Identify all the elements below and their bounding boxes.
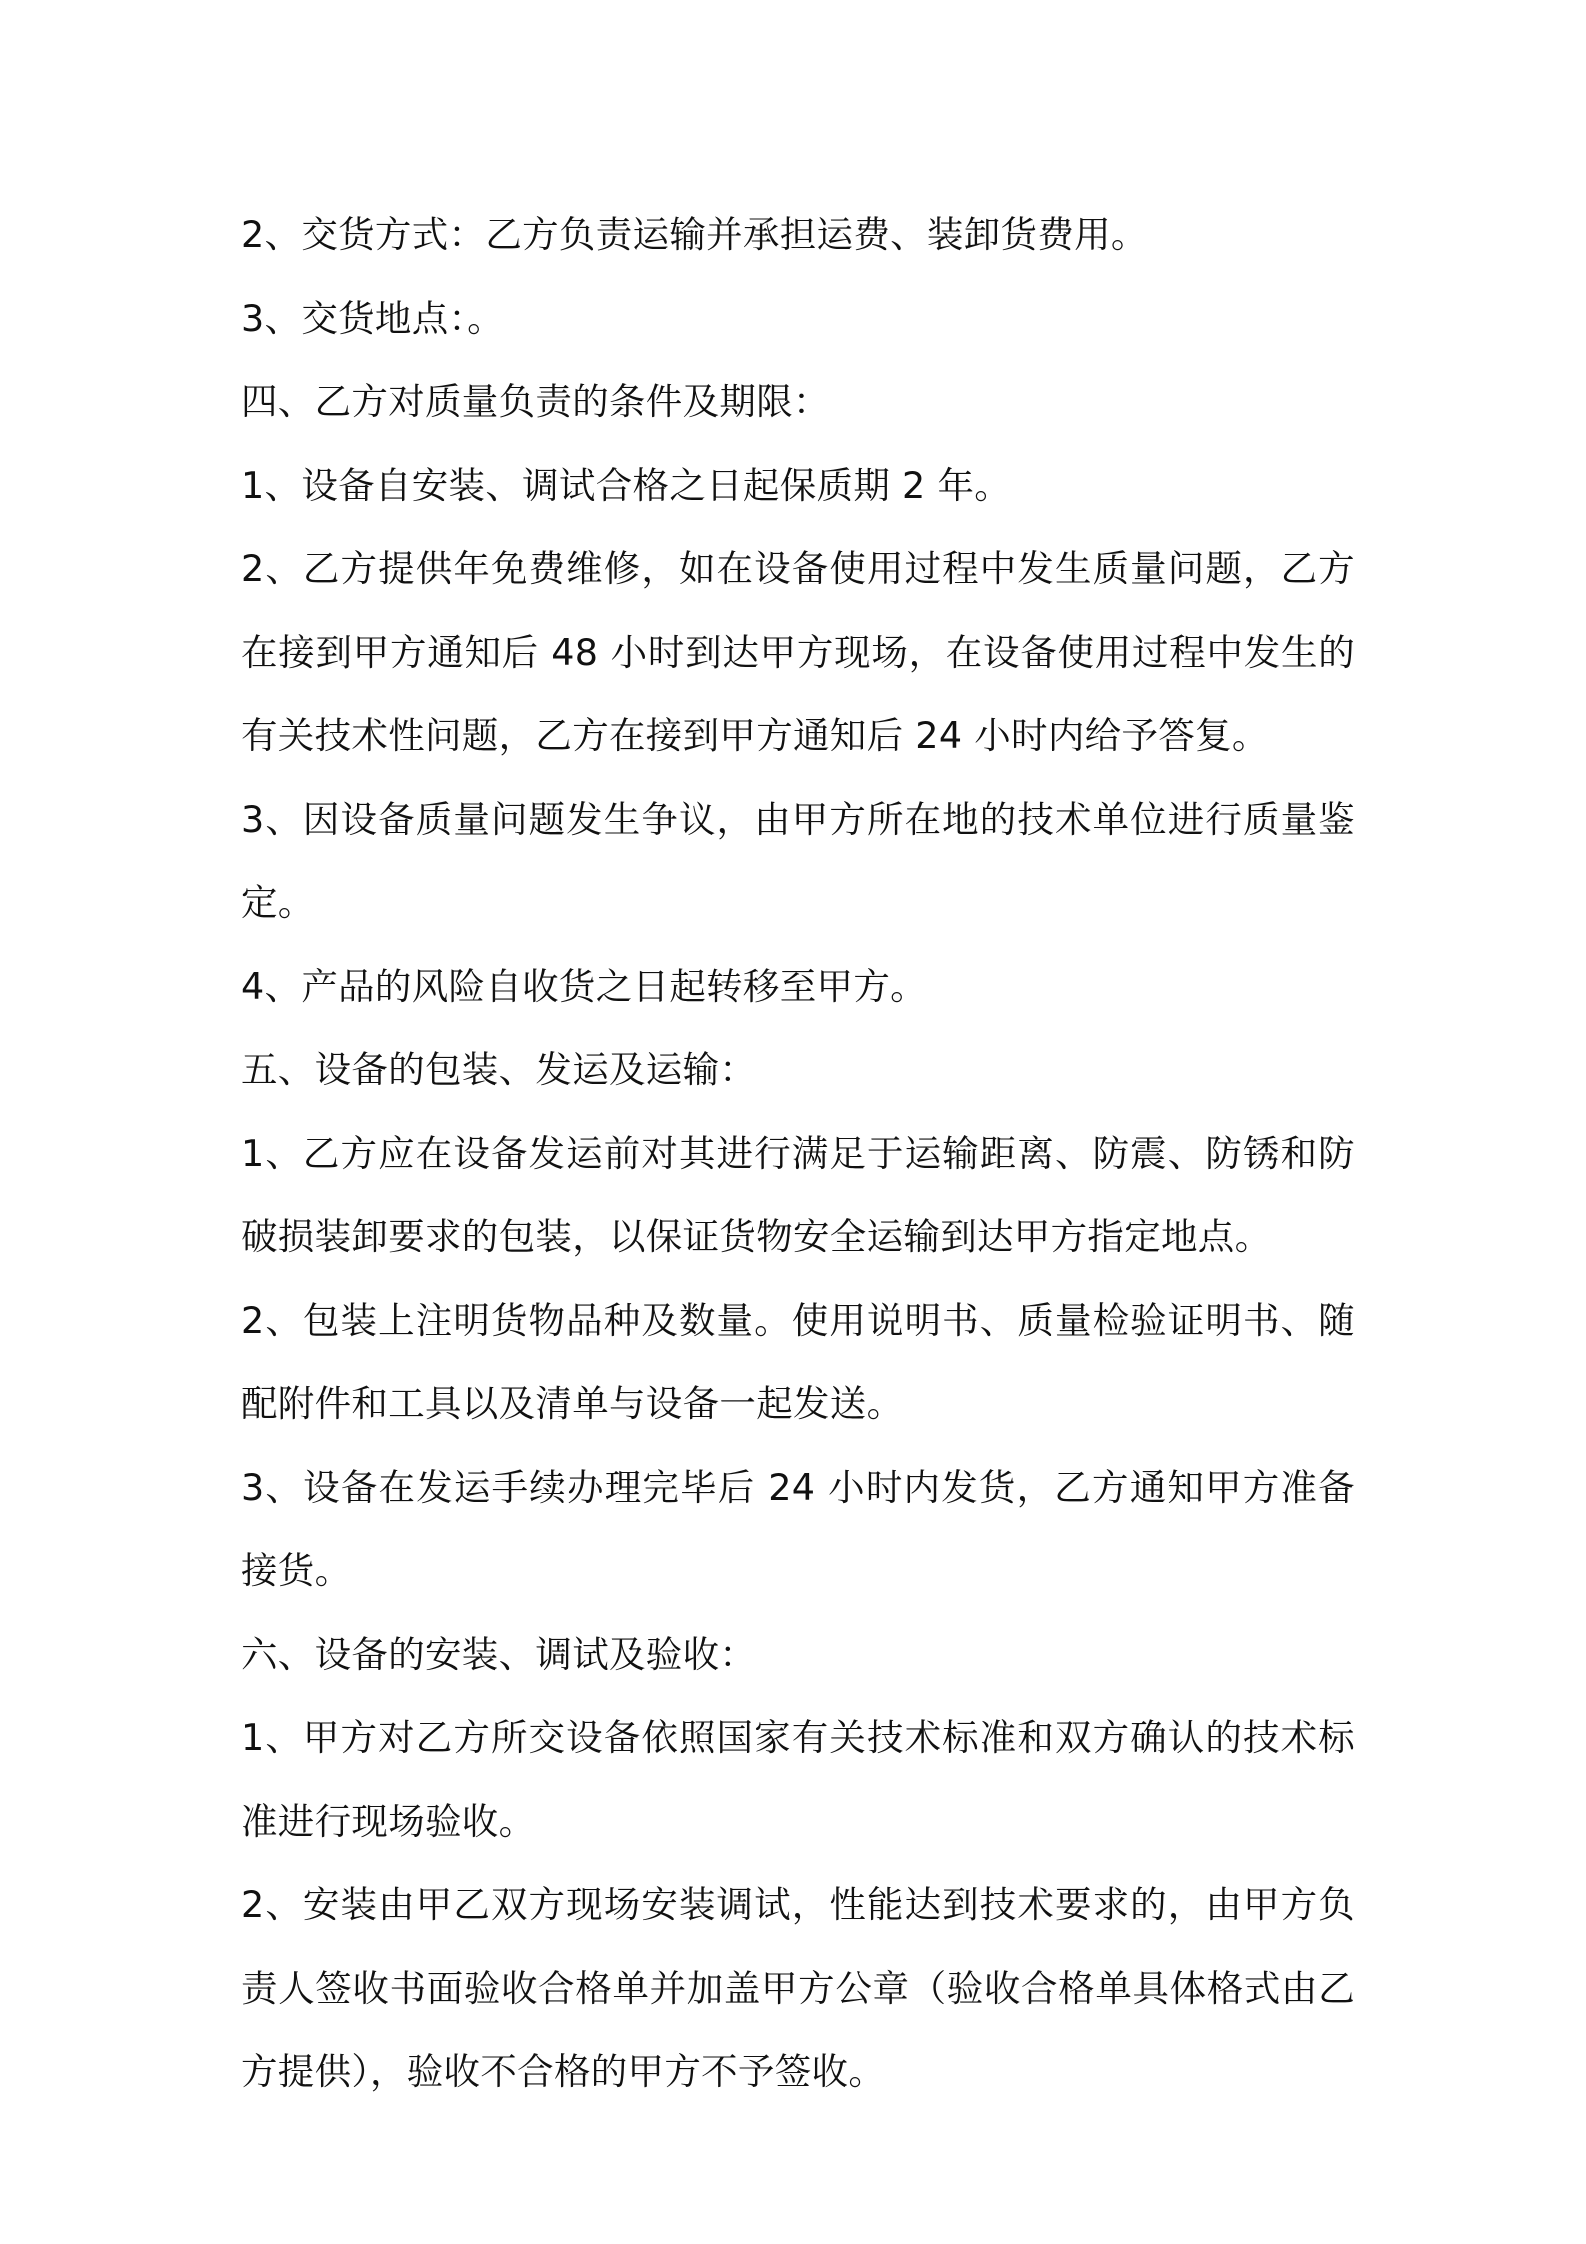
- paragraph-free-maintenance: 2、乙方提供年免费维修，如在设备使用过程中发生质量问题，乙方在接到甲方通知后 48 小时到达甲方现场，在设备使用过程中发生的有关技术性问题，乙方在接到甲方通知后 24 小时内给予答复。: [241, 547, 1355, 757]
- section-heading-installation: 六、设备的安装、调试及验收：: [241, 1632, 757, 1676]
- section-heading-quality: 四、乙方对质量负责的条件及期限：: [241, 380, 830, 423]
- paragraph-delivery-method: 2、交货方式：乙方负责运输并承担运费、装卸货费用。: [241, 213, 1148, 256]
- paragraph-packaging-labels: 2、包装上注明货物品种及数量。使用说明书、质量检验证明书、随配附件和工具以及清单与设备一起发送。: [241, 1298, 1355, 1425]
- paragraph-acceptance-signoff: 2、安装由甲乙双方现场安装调试，性能达到技术要求的，由甲方负责人签收书面验收合格单并加盖甲方公章（验收合格单具体格式由乙方提供），验收不合格的甲方不予签收。: [241, 1883, 1355, 2093]
- paragraph-shipping-time: 3、设备在发运手续办理完毕后 24 小时内发货，乙方通知甲方准备接货。: [241, 1465, 1355, 1592]
- paragraph-warranty-period: 1、设备自安装、调试合格之日起保质期 2 年。: [241, 463, 1012, 507]
- section-heading-packaging: 五、设备的包装、发运及运输：: [241, 1048, 757, 1091]
- paragraph-delivery-location: 3、交货地点：。: [241, 296, 504, 340]
- paragraph-acceptance-standard: 1、甲方对乙方所交设备依照国家有关技术标准和双方确认的技术标准进行现场验收。: [241, 1716, 1355, 1843]
- paragraph-packaging-requirements: 1、乙方应在设备发运前对其进行满足于运输距离、防震、防锈和防破损装卸要求的包装，以保证货物安全运输到达甲方指定地点。: [241, 1131, 1355, 1258]
- document-page: [241, 193, 1355, 2114]
- paragraph-quality-dispute: 3、因设备质量问题发生争议，由甲方所在地的技术单位进行质量鉴定。: [241, 797, 1355, 924]
- paragraph-risk-transfer: 4、产品的风险自收货之日起转移至甲方。: [241, 964, 927, 1008]
